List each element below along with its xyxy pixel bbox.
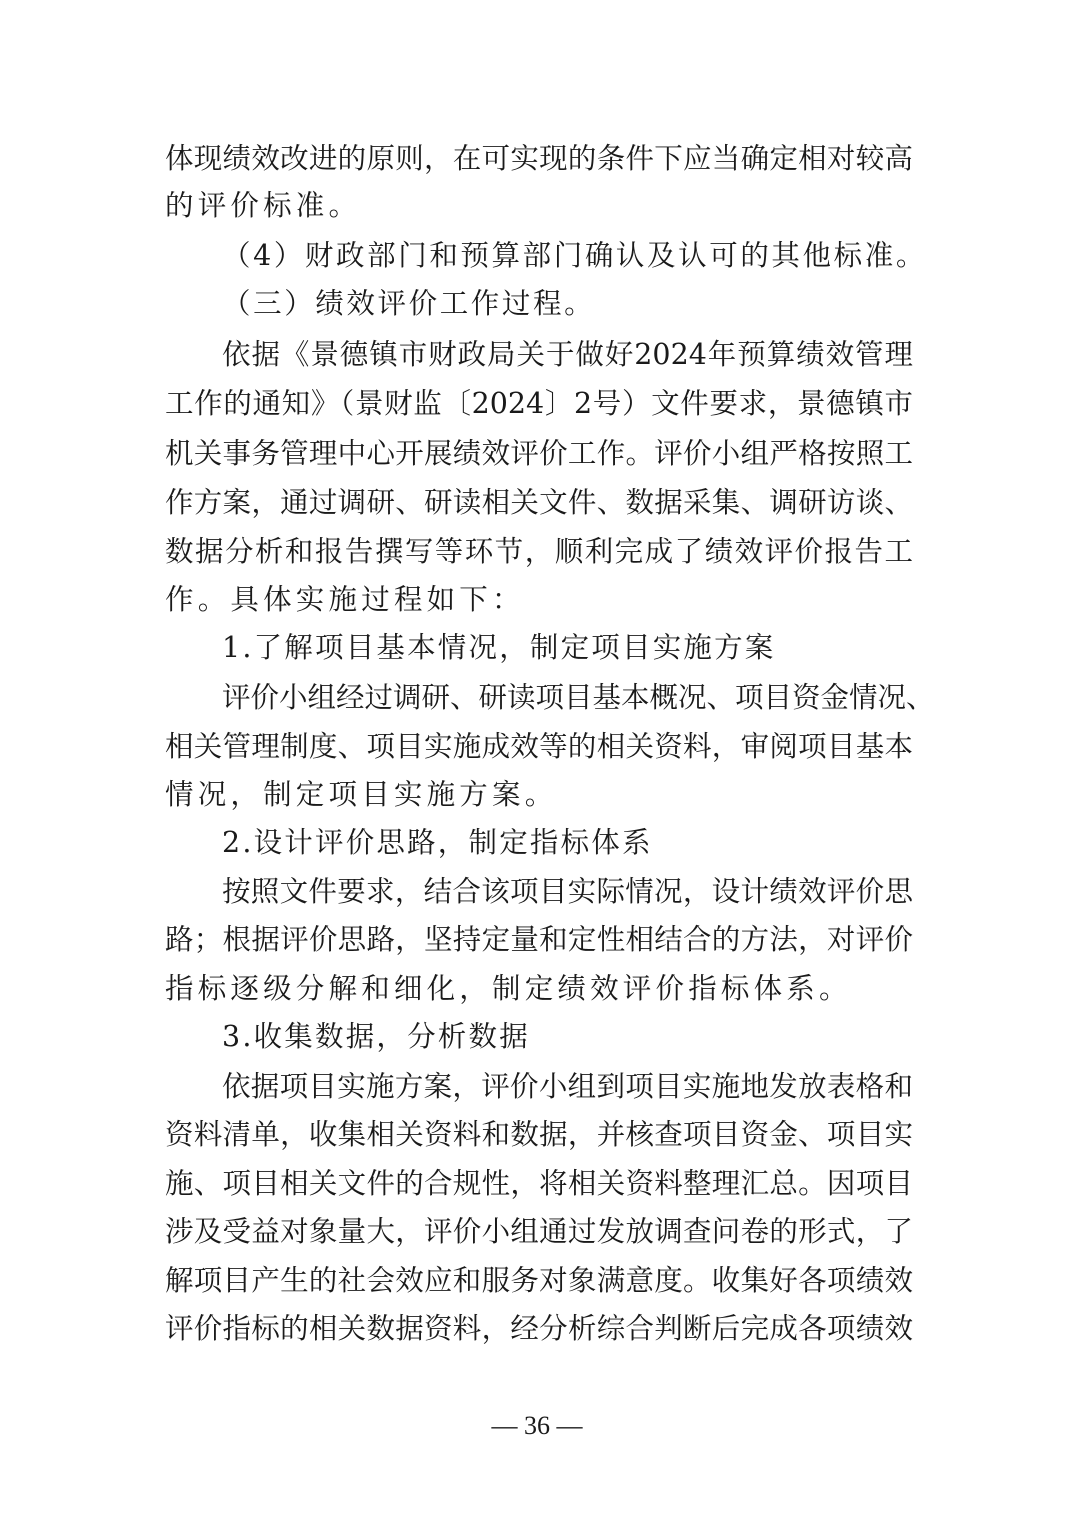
subheading-2: 2.设计评价思路，制定指标体系 [222,826,653,859]
text-line-8: 作方案，通过调研、研读相关文件、数据采集、调研访谈、 [165,486,913,519]
text-line-2: 的评价标准。 [165,189,362,222]
section-heading: （三）绩效评价工作过程。 [222,287,596,320]
subheading-1: 1.了解项目基本情况，制定项目实施方案 [222,631,776,664]
text-line-9: 数据分析和报告撰写等环节，顺利完成了绩效评价报告工 [165,535,913,568]
text-line-14: 情况，制定项目实施方案。 [165,778,558,811]
subheading-3: 3.收集数据，分析数据 [222,1020,530,1053]
text-line-25: 评价指标的相关数据资料，经分析综合判断后完成各项绩效 [165,1312,913,1345]
text-line-17: 路；根据评价思路，坚持定量和定性相结合的方法，对评价 [165,923,913,956]
text-line-6: 工作的通知》（景财监〔2024〕2号）文件要求，景德镇市 [165,387,913,420]
text-line-5: 依据《景德镇市财政局关于做好2024年预算绩效管理 [222,338,913,371]
text-line-10: 作。具体实施过程如下： [165,583,525,616]
text-line-1: 体现绩效改进的原则，在可实现的条件下应当确定相对较高 [165,142,913,175]
text-line-20: 依据项目实施方案，评价小组到项目实施地发放表格和 [222,1070,913,1103]
page-number: — 36 — [491,1411,583,1440]
text-line-13: 相关管理制度、项目实施成效等的相关资料，审阅项目基本 [165,730,913,763]
text-line-23: 涉及受益对象量大，评价小组通过发放调查问卷的形式，了 [165,1215,913,1248]
text-line-16: 按照文件要求，结合该项目实际情况，设计绩效评价思 [222,875,913,908]
text-line-3: （4）财政部门和预算部门确认及认可的其他标准。 [222,239,927,272]
text-line-22: 施、项目相关文件的合规性，将相关资料整理汇总。因项目 [165,1167,913,1200]
text-line-12: 评价小组经过调研、研读项目基本概况、项目资金情况、 [222,681,935,714]
text-line-21: 资料清单，收集相关资料和数据，并核查项目资金、项目实 [165,1118,913,1151]
text-line-18: 指标逐级分解和细化，制定绩效评价指标体系。 [165,972,852,1005]
text-line-7: 机关事务管理中心开展绩效评价工作。评价小组严格按照工 [165,437,913,470]
text-line-24: 解项目产生的社会效应和服务对象满意度。收集好各项绩效 [165,1264,913,1297]
